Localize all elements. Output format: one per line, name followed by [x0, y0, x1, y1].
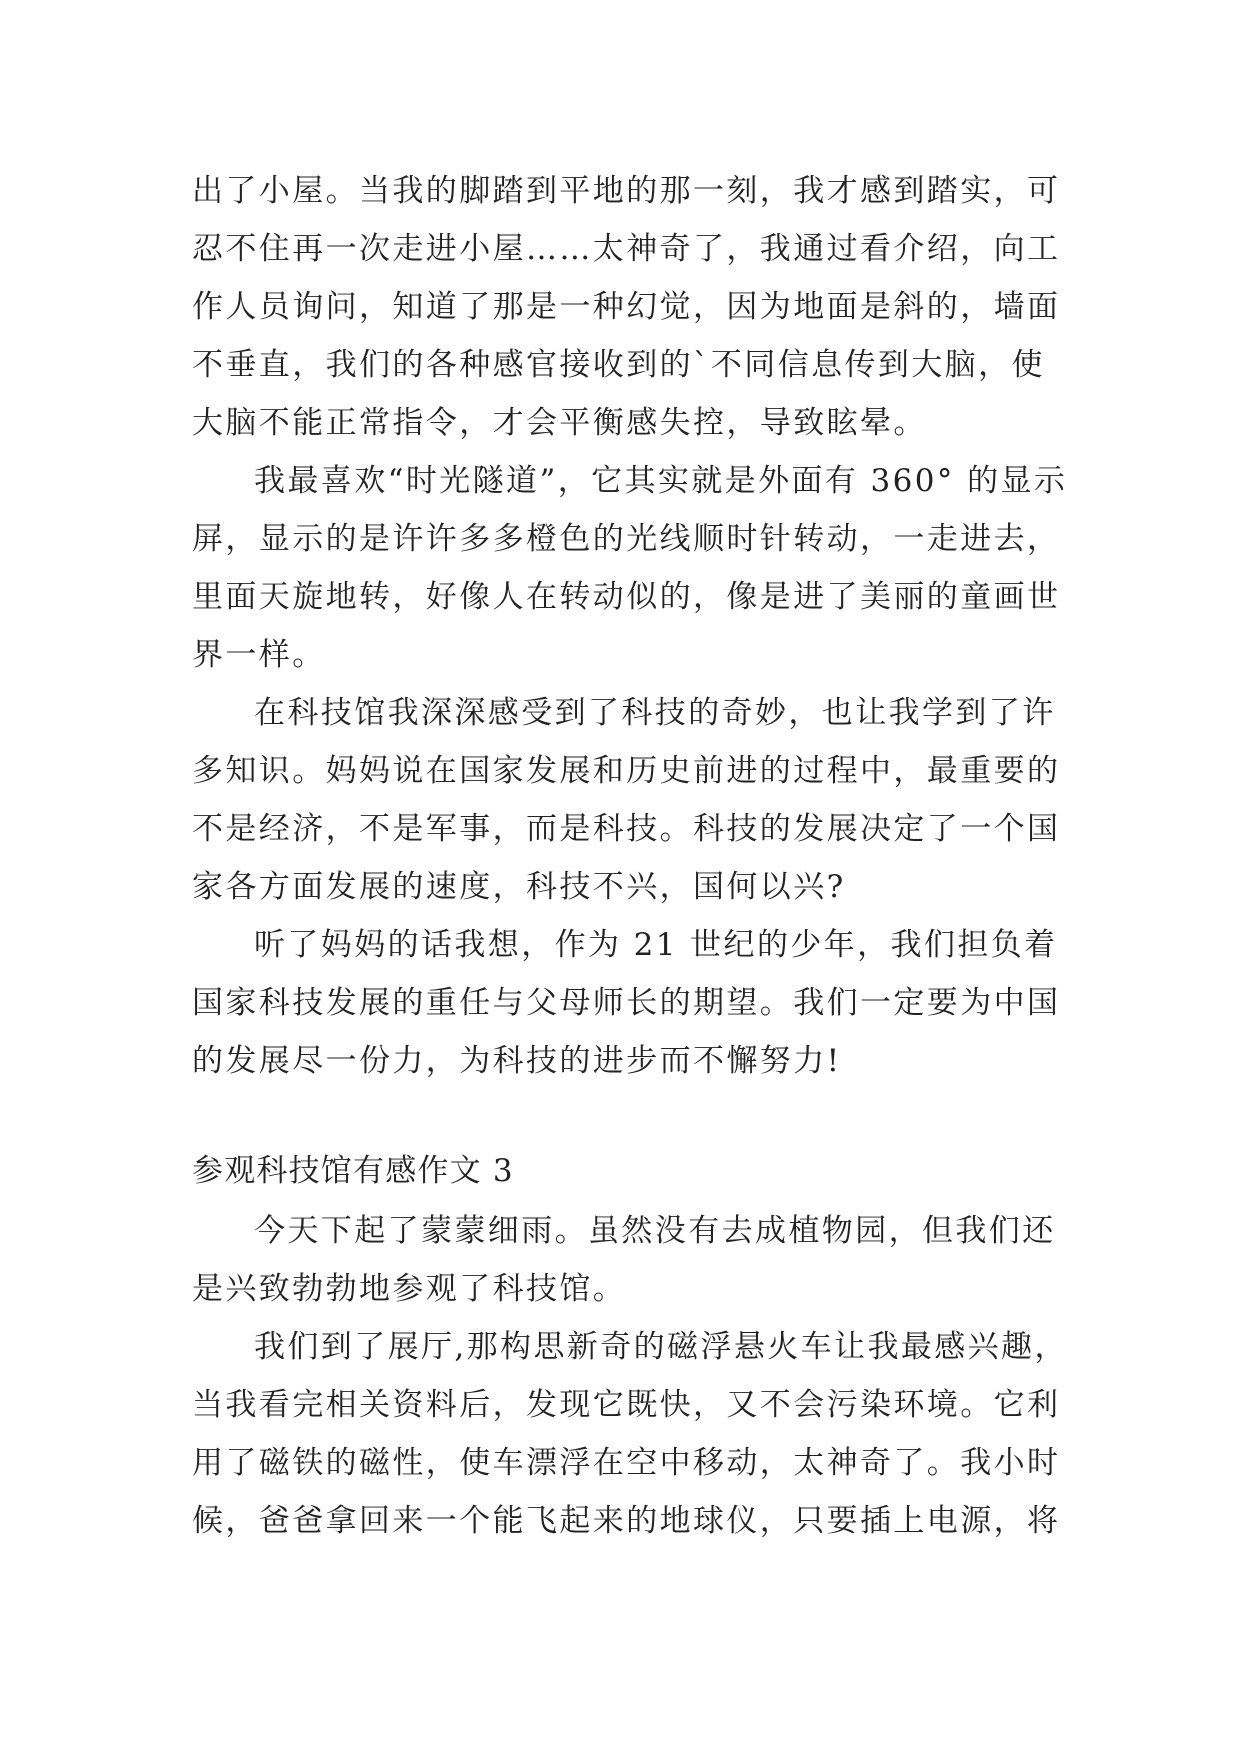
section-heading: 参观科技馆有感作文 3 — [192, 1153, 514, 1189]
text-line: 用了磁铁的磁性，使车漂浮在空中移动，太神奇了。我小时 — [192, 1445, 1061, 1481]
text-line: 的发展尽一份力，为科技的进步而不懈努力! — [192, 1043, 842, 1079]
text-line: 屏，显示的是许许多多橙色的光线顺时针转动，一走进去， — [192, 521, 1061, 557]
paragraph-first-line: 在科技馆我深深感受到了科技的奇妙，也让我学到了许 — [254, 695, 1056, 731]
text-line: 不垂直，我们的各种感官接收到的`不同信息传到大脑，使 — [192, 347, 1045, 383]
text-line: 当我看完相关资料后，发现它既快，又不会污染环境。它利 — [192, 1387, 1061, 1423]
text-line: 家各方面发展的速度，科技不兴，国何以兴? — [192, 869, 846, 905]
paragraph-first-line: 今天下起了蒙蒙细雨。虽然没有去成植物园，但我们还 — [254, 1213, 1056, 1249]
text-line: 出了小屋。当我的脚踏到平地的那一刻，我才感到踏实，可 — [192, 173, 1061, 209]
text-line: 界一样。 — [192, 637, 326, 673]
text-line: 大脑不能正常指令，才会平衡感失控，导致眩晕。 — [192, 405, 927, 441]
text-line: 作人员询问，知道了那是一种幻觉，因为地面是斜的，墙面 — [192, 289, 1061, 325]
paragraph-first-line: 我们到了展厅,那构思新奇的磁浮悬火车让我最感兴趣， — [254, 1329, 1068, 1365]
text-line: 不是经济，不是军事，而是科技。科技的发展决定了一个国 — [192, 811, 1061, 847]
text-line: 里面天旋地转，好像人在转动似的，像是进了美丽的童画世 — [192, 579, 1061, 615]
text-line: 多知识。妈妈说在国家发展和历史前进的过程中，最重要的 — [192, 753, 1061, 789]
text-line: 候，爸爸拿回来一个能飞起来的地球仪，只要插上电源，将 — [192, 1503, 1061, 1539]
paragraph-first-line: 我最喜欢“时光隧道”，它其实就是外面有 360° 的显示 — [254, 463, 1068, 499]
text-line: 国家科技发展的重任与父母师长的期望。我们一定要为中国 — [192, 985, 1061, 1021]
text-line: 忍不住再一次走进小屋……太神奇了，我通过看介绍，向工 — [192, 231, 1061, 267]
text-line: 是兴致勃勃地参观了科技馆。 — [192, 1271, 627, 1307]
paragraph-first-line: 听了妈妈的话我想，作为 21 世纪的少年，我们担负着 — [254, 927, 1058, 963]
